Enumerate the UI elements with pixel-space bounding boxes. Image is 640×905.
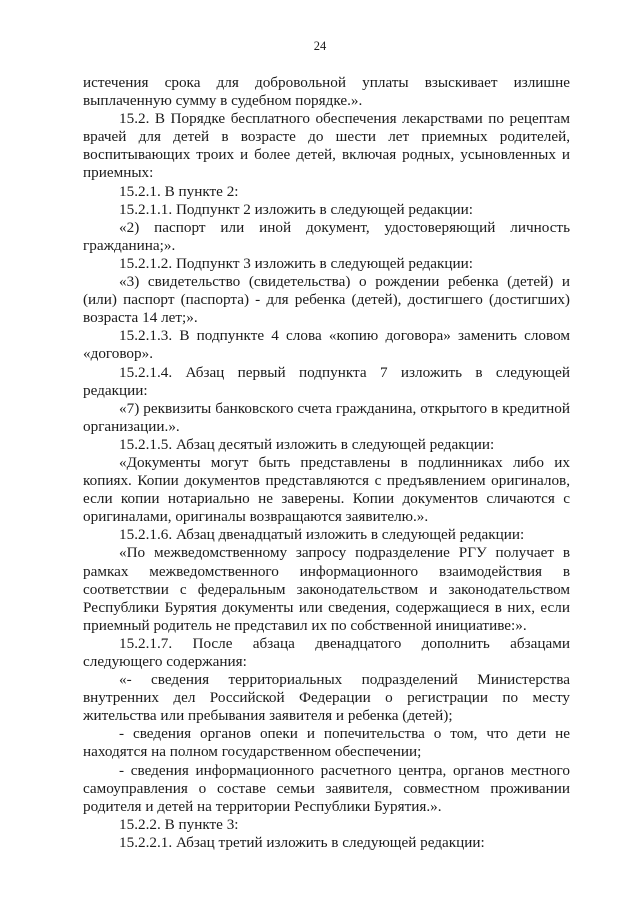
paragraph: истечения срока для добровольной уплаты взыскивает излишне выплаченную сумму в судебном порядке.». bbox=[83, 74, 570, 110]
paragraph: 15.2.1.3. В подпункте 4 слова «копию договора» заменить словом «договор». bbox=[83, 327, 570, 363]
paragraph: «По межведомственному запросу подразделение РГУ получает в рамках межведомственного информационного взаимодействия в соответствии с федеральным законодательством и законодательством Республики Бурятия документы или сведения, содержащиеся в них, если приемный родитель не представил их по собственной инициативе:». bbox=[83, 544, 570, 634]
paragraph: 15.2.2.1. Абзац третий изложить в следующей редакции: bbox=[119, 833, 485, 851]
paragraph: «Документы могут быть представлены в подлинниках либо их копиях. Копии документов представляются с предъявлением оригиналов, если копии нотариально не заверены. Копии документов сличаются с оригиналами, оригиналы возвращаются заявителю.». bbox=[83, 453, 570, 526]
paragraph: 15.2.1. В пункте 2: bbox=[119, 182, 239, 200]
paragraph: - сведения органов опеки и попечительства о том, что дети не находятся на полном государственном обеспечении; bbox=[83, 725, 570, 761]
paragraph: «7) реквизиты банковского счета гражданина, открытого в кредитной организации.». bbox=[83, 399, 570, 435]
paragraph: 15.2.1.6. Абзац двенадцатый изложить в следующей редакции: bbox=[119, 526, 525, 544]
paragraph: 15.2.1.1. Подпункт 2 изложить в следующей редакции: bbox=[119, 200, 473, 218]
paragraph: 15.2. В Порядке бесплатного обеспечения лекарствами по рецептам врачей для детей в возрасте до шести лет приемных родителей, воспитывающих троих и более детей, включая родных, усыновленных и приемных: bbox=[83, 110, 570, 182]
page-number: 24 bbox=[313, 39, 327, 53]
paragraph: 15.2.2. В пункте 3: bbox=[119, 815, 239, 833]
paragraph: «2) паспорт или иной документ, удостоверяющий личность гражданина;». bbox=[83, 218, 570, 254]
paragraph: 15.2.1.5. Абзац десятый изложить в следующей редакции: bbox=[119, 435, 495, 453]
paragraph: - сведения информационного расчетного центра, органов местного самоуправления о составе семьи заявителя, совместном проживании родителя и детей на территории Республики Бурятия.». bbox=[83, 761, 570, 815]
paragraph: «3) свидетельство (свидетельства) о рождении ребенка (детей) и (или) паспорт (паспорта) - для ребенка (детей), достигшего (достигших) возраста 14 лет;». bbox=[83, 273, 570, 327]
paragraph: «- сведения территориальных подразделений Министерства внутренних дел Российской Федерации о регистрации по месту жительства или пребывания заявителя и ребенка (детей); bbox=[83, 671, 570, 725]
paragraph: 15.2.1.4. Абзац первый подпункта 7 изложить в следующей редакции: bbox=[83, 363, 570, 399]
paragraph: 15.2.1.7. После абзаца двенадцатого дополнить абзацами следующего содержания: bbox=[83, 634, 570, 670]
paragraph: 15.2.1.2. Подпункт 3 изложить в следующей редакции: bbox=[119, 254, 473, 272]
document-body bbox=[83, 74, 570, 852]
